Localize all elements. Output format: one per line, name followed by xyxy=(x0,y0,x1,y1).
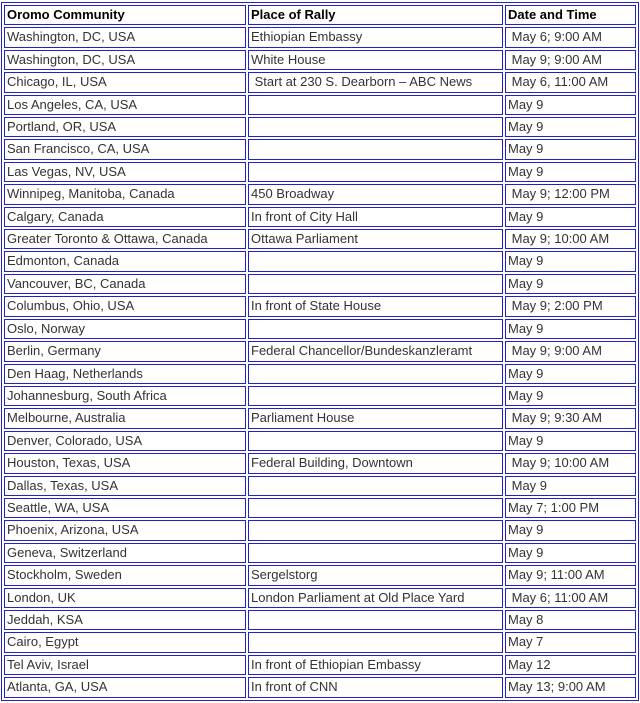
table-row xyxy=(4,632,636,652)
cell-community: San Francisco, CA, USA xyxy=(4,139,246,159)
cell-place xyxy=(248,95,503,115)
cell-place: Start at 230 S. Dearborn – ABC News xyxy=(248,72,503,92)
cell-community: Cairo, Egypt xyxy=(4,632,246,652)
cell-date: May 9 xyxy=(505,543,636,563)
cell-place xyxy=(248,274,503,294)
cell-place: Sergelstorg xyxy=(248,565,503,585)
cell-place xyxy=(248,117,503,137)
table-row xyxy=(4,408,636,428)
cell-place: In front of State House xyxy=(248,296,503,316)
cell-community: Phoenix, Arizona, USA xyxy=(4,520,246,540)
cell-date: May 9; 10:00 AM xyxy=(505,453,636,473)
cell-place xyxy=(248,162,503,182)
cell-community: Winnipeg, Manitoba, Canada xyxy=(4,184,246,204)
cell-place: In front of City Hall xyxy=(248,207,503,227)
cell-place: Federal Chancellor/Bundeskanzleramt xyxy=(248,341,503,361)
cell-date: May 9 xyxy=(505,476,636,496)
cell-community: Denver, Colorado, USA xyxy=(4,431,246,451)
cell-community: Melbourne, Australia xyxy=(4,408,246,428)
cell-place: 450 Broadway xyxy=(248,184,503,204)
table-row xyxy=(4,95,636,115)
cell-date: May 9 xyxy=(505,520,636,540)
cell-community: Edmonton, Canada xyxy=(4,251,246,271)
cell-date: May 7 xyxy=(505,632,636,652)
cell-community: Washington, DC, USA xyxy=(4,50,246,70)
cell-date: May 9 xyxy=(505,431,636,451)
cell-date: May 9; 11:00 AM xyxy=(505,565,636,585)
cell-date: May 6; 9:00 AM xyxy=(505,27,636,47)
table-row xyxy=(4,431,636,451)
cell-place xyxy=(248,476,503,496)
cell-date: May 9 xyxy=(505,319,636,339)
table-row xyxy=(4,72,636,92)
cell-place: Federal Building, Downtown xyxy=(248,453,503,473)
cell-place: London Parliament at Old Place Yard xyxy=(248,588,503,608)
table-row xyxy=(4,274,636,294)
header-cell-place: Place of Rally xyxy=(248,5,503,25)
cell-community: Las Vegas, NV, USA xyxy=(4,162,246,182)
header-row xyxy=(4,5,636,25)
table-row xyxy=(4,117,636,137)
table-body xyxy=(4,27,636,697)
table-row xyxy=(4,251,636,271)
cell-place xyxy=(248,543,503,563)
cell-place xyxy=(248,498,503,518)
cell-place: Ethiopian Embassy xyxy=(248,27,503,47)
table-row xyxy=(4,319,636,339)
cell-community: Geneva, Switzerland xyxy=(4,543,246,563)
cell-date: May 9; 12:00 PM xyxy=(505,184,636,204)
table-row xyxy=(4,50,636,70)
table-row xyxy=(4,341,636,361)
rally-schedule-table xyxy=(1,2,639,701)
cell-date: May 9 xyxy=(505,95,636,115)
table-row xyxy=(4,498,636,518)
cell-date: May 9; 10:00 AM xyxy=(505,229,636,249)
header-cell-date: Date and Time xyxy=(505,5,636,25)
cell-community: Washington, DC, USA xyxy=(4,27,246,47)
cell-place xyxy=(248,520,503,540)
cell-place xyxy=(248,251,503,271)
cell-community: Dallas, Texas, USA xyxy=(4,476,246,496)
cell-community: Jeddah, KSA xyxy=(4,610,246,630)
table-row xyxy=(4,543,636,563)
table-row xyxy=(4,677,636,697)
cell-date: May 9 xyxy=(505,117,636,137)
cell-date: May 9 xyxy=(505,251,636,271)
header-cell-community: Oromo Community xyxy=(4,5,246,25)
cell-place xyxy=(248,386,503,406)
table-row xyxy=(4,520,636,540)
cell-community: London, UK xyxy=(4,588,246,608)
cell-community: Vancouver, BC, Canada xyxy=(4,274,246,294)
cell-date: May 12 xyxy=(505,655,636,675)
table-row xyxy=(4,588,636,608)
cell-community: Houston, Texas, USA xyxy=(4,453,246,473)
table-row xyxy=(4,27,636,47)
cell-place xyxy=(248,139,503,159)
table-row xyxy=(4,207,636,227)
cell-place: Parliament House xyxy=(248,408,503,428)
cell-date: May 6, 11:00 AM xyxy=(505,72,636,92)
table-row xyxy=(4,364,636,384)
cell-date: May 9; 9:30 AM xyxy=(505,408,636,428)
cell-date: May 9; 2:00 PM xyxy=(505,296,636,316)
cell-community: Chicago, IL, USA xyxy=(4,72,246,92)
cell-community: Portland, OR, USA xyxy=(4,117,246,137)
cell-community: Atlanta, GA, USA xyxy=(4,677,246,697)
cell-date: May 9 xyxy=(505,386,636,406)
table-row xyxy=(4,139,636,159)
cell-date: May 13; 9:00 AM xyxy=(505,677,636,697)
cell-place xyxy=(248,632,503,652)
table-row xyxy=(4,476,636,496)
cell-place: In front of Ethiopian Embassy xyxy=(248,655,503,675)
cell-place: White House xyxy=(248,50,503,70)
table-row xyxy=(4,565,636,585)
table-row xyxy=(4,296,636,316)
table-row xyxy=(4,610,636,630)
cell-date: May 8 xyxy=(505,610,636,630)
cell-place: Ottawa Parliament xyxy=(248,229,503,249)
table-row xyxy=(4,453,636,473)
cell-date: May 6; 11:00 AM xyxy=(505,588,636,608)
cell-community: Stockholm, Sweden xyxy=(4,565,246,585)
cell-community: Calgary, Canada xyxy=(4,207,246,227)
cell-date: May 9; 9:00 AM xyxy=(505,341,636,361)
cell-date: May 9; 9:00 AM xyxy=(505,50,636,70)
cell-community: Greater Toronto & Ottawa, Canada xyxy=(4,229,246,249)
cell-place: In front of CNN xyxy=(248,677,503,697)
cell-community: Seattle, WA, USA xyxy=(4,498,246,518)
table-row xyxy=(4,229,636,249)
cell-date: May 9 xyxy=(505,274,636,294)
table-row xyxy=(4,655,636,675)
cell-community: Johannesburg, South Africa xyxy=(4,386,246,406)
table-row xyxy=(4,386,636,406)
cell-place xyxy=(248,319,503,339)
cell-community: Los Angeles, CA, USA xyxy=(4,95,246,115)
cell-place xyxy=(248,431,503,451)
cell-community: Oslo, Norway xyxy=(4,319,246,339)
cell-date: May 7; 1:00 PM xyxy=(505,498,636,518)
cell-date: May 9 xyxy=(505,139,636,159)
cell-date: May 9 xyxy=(505,162,636,182)
cell-community: Berlin, Germany xyxy=(4,341,246,361)
cell-date: May 9 xyxy=(505,364,636,384)
cell-community: Tel Aviv, Israel xyxy=(4,655,246,675)
cell-community: Columbus, Ohio, USA xyxy=(4,296,246,316)
cell-place xyxy=(248,610,503,630)
cell-community: Den Haag, Netherlands xyxy=(4,364,246,384)
cell-date: May 9 xyxy=(505,207,636,227)
cell-place xyxy=(248,364,503,384)
table-row xyxy=(4,162,636,182)
table-row xyxy=(4,184,636,204)
